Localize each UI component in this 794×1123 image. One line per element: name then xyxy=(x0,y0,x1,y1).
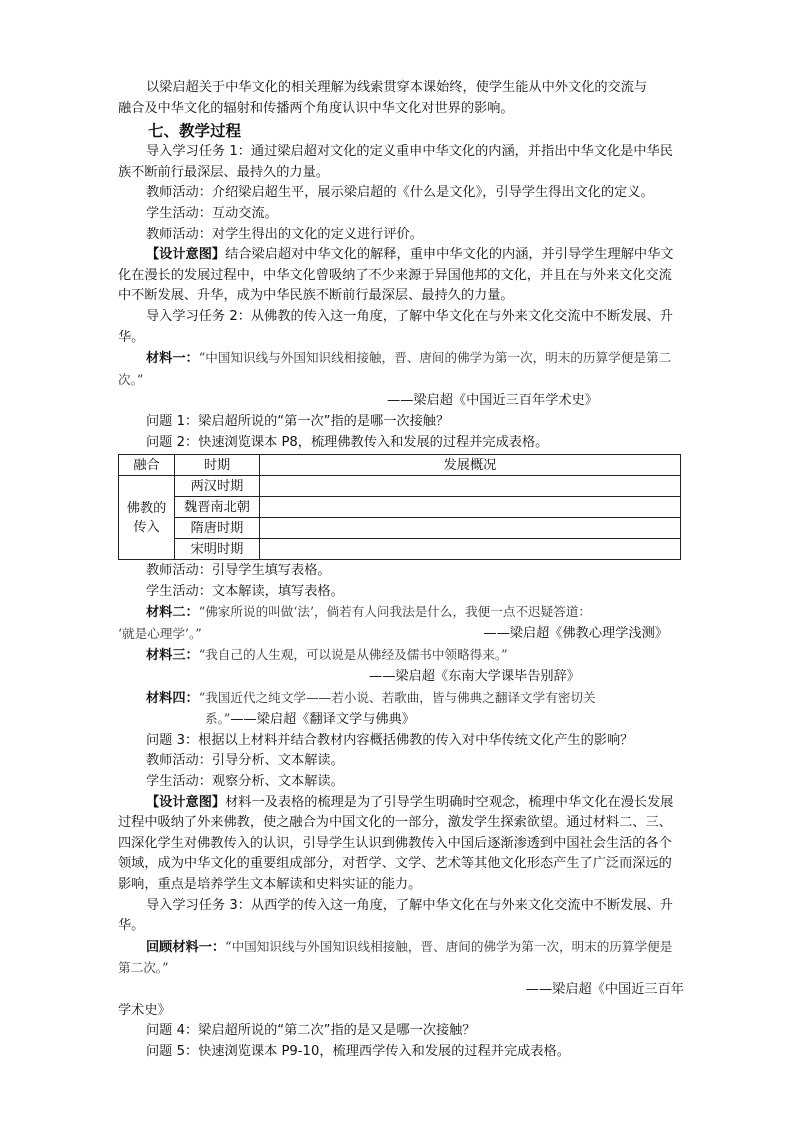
task1-student-activity: 学生活动：互动交流。 xyxy=(146,205,278,221)
review-material-source: ——梁启超《中国近三百年 xyxy=(525,981,684,997)
question-3: 问题 3：根据以上材料并结合教材内容概括佛教的传入对中华传统文化产生的影响？ xyxy=(146,732,634,748)
material-1-quote: “中国知识线与外国知识线相接触，晋、唐间的佛学为第一次，明末的历算学便是第二次。” xyxy=(118,350,672,387)
header-overview: 发展概况 xyxy=(260,455,681,476)
buddhism-table xyxy=(118,454,681,560)
table-header-row xyxy=(119,455,681,476)
document-page xyxy=(118,78,684,1062)
task2-student-activity: 学生活动：文本解读，填写表格。 xyxy=(146,583,344,599)
review-material-label: 回顾材料一： xyxy=(146,939,226,955)
material-1-label: 材料一： xyxy=(146,351,199,367)
section-heading: 七、教学过程 xyxy=(148,122,242,141)
design-intent-label: 【设计意图】 xyxy=(146,794,226,810)
material-2-quote-end: ‘就是心理学’。” xyxy=(118,625,202,641)
material-4-quote-end: 系。” xyxy=(205,711,231,727)
material-1 xyxy=(118,348,684,412)
period-cell: 魏晋南北朝 xyxy=(175,497,260,518)
material-3-source: ——梁启超《东南大学课毕告别辞》 xyxy=(369,669,580,685)
table-row xyxy=(119,497,681,518)
task1-teacher-activity: 教师活动：介绍梁启超生平，展示梁启超的《什么是文化》，引导学生得出文化的定义。 xyxy=(146,185,654,201)
overview-cell[interactable] xyxy=(260,497,681,518)
question-5: 问题 5：快速浏览课本 P9-10，梳理西学传入和发展的过程并完成表格。 xyxy=(146,1043,570,1059)
design-intent-text: 材料一及表格的梳理是为了引导学生明确时空观念，梳理中华文化在漫长发展过程中吸纳了外来佛教，使之融合为中国文化的一部分，激发学生探索欲望。通过材料二、三、四深化学生对佛教传入的认识，引导学生认识到佛教传入中国后逐渐渗透到中国社会生活的各个领域，成为中华文化的重要组成部分，对哲学、文学、艺术等其他文化形态产生了广泛而深远的影响，重点是培养学生文本解读和史料实证的能力。 xyxy=(118,794,674,892)
task3-paragraph: 导入学习任务 3：从西学的传入这一角度，了解中华文化在与外来文化交流中不断发展、升华。 xyxy=(118,897,673,934)
review-material-1 xyxy=(118,937,684,1001)
group-label-line-1: 佛教的 xyxy=(126,500,167,516)
material-2-cont xyxy=(118,624,684,646)
table-row xyxy=(119,476,681,497)
material-1-source: ——梁启超《中国近三百年学术史》 xyxy=(387,393,598,409)
review-material-quote: “中国知识线与外国知识线相接触，晋、唐间的佛学为第一次，明末的历算学便是第二次。” xyxy=(118,938,673,976)
period-cell: 宋明时期 xyxy=(175,539,260,560)
table-row xyxy=(119,539,681,560)
task2-design-intent xyxy=(118,793,684,896)
task2-teacher-activity: 教师活动：引导学生填写表格。 xyxy=(146,563,331,579)
overview-cell[interactable] xyxy=(260,476,681,497)
design-intent-label: 【设计意图】 xyxy=(146,247,226,263)
material-2-source: ——梁启超《佛教心理学浅测》 xyxy=(483,625,668,641)
header-fusion: 融合 xyxy=(119,455,175,476)
question-2: 问题 2：快速浏览课本 P8，梳理佛教传入和发展的过程并完成表格。 xyxy=(146,434,549,450)
material-4-label: 材料四： xyxy=(146,690,199,706)
intro-line-2: 融合及中华文化的辐射和传播两个角度认识中华文化对世界的影响。 xyxy=(118,100,514,116)
task2-paragraph: 导入学习任务 2：从佛教的传入这一角度，了解中华文化在与外来文化交流中不断发展、升华。 xyxy=(118,308,673,345)
material-3 xyxy=(118,645,684,687)
header-period: 时期 xyxy=(175,455,260,476)
overview-cell[interactable] xyxy=(260,518,681,539)
task1-teacher-evaluation: 教师活动：对学生得出的文化的定义进行评价。 xyxy=(146,226,423,242)
material-3-quote: “我自己的人生观，可以说是从佛经及儒书中领略得来。” xyxy=(198,647,508,663)
group-cell xyxy=(119,476,175,560)
table-row xyxy=(119,518,681,539)
material-2-quote: “佛家所说的叫做‘法’，倘若有人问我法是什么，我便一点不迟疑答道： xyxy=(198,604,592,620)
task1-paragraph: 导入学习任务 1：通过梁启超对文化的定义重申中华文化的内涵，并指出中华文化是中华民族不断前行最深层、最持久的力量。 xyxy=(118,144,673,180)
group-label-line-2: 传入 xyxy=(133,519,160,535)
period-cell: 两汉时期 xyxy=(175,476,260,497)
intro-line-1: 以梁启超关于中华文化的相关理解为线索贯穿本课始终，使学生能从中外文化的交流与 xyxy=(146,80,648,95)
review-material-source-cont: 学术史》 xyxy=(118,1002,171,1018)
material-4-quote: “我国近代之纯文学——若小说、若歌曲，皆与佛典之翻译文学有密切关 xyxy=(198,689,596,705)
question-4: 问题 4：梁启超所说的“第二次”指的是又是哪一次接触？ xyxy=(146,1023,476,1039)
period-cell: 隋唐时期 xyxy=(175,518,260,539)
material-3-label: 材料三： xyxy=(146,648,199,664)
question-1: 问题 1：梁启超所说的“第一次”指的是哪一次接触？ xyxy=(146,413,450,429)
design-intent-text: 结合梁启超对中华文化的解释，重申中华文化的内涵，并引导学生理解中华文化在漫长的发展过程中，中华文化曾吸纳了不少来源于异国他邦的文化，并且在与外来文化交流中不断发展、升华，成为中华民族不断前行最深层、最持久的力量。 xyxy=(118,247,674,304)
task1-design-intent xyxy=(118,245,684,307)
material-2-label: 材料二： xyxy=(146,605,199,621)
intro-paragraph xyxy=(118,78,684,119)
task2-teacher-activity-2: 教师活动：引导分析、文本解读。 xyxy=(146,753,344,769)
overview-cell[interactable] xyxy=(260,539,681,560)
material-2 xyxy=(118,602,684,624)
material-4 xyxy=(118,688,684,731)
task2-student-activity-2: 学生活动：观察分析、文本解读。 xyxy=(146,774,344,790)
material-4-source: ——梁启超《翻译文学与佛典》 xyxy=(230,712,415,728)
